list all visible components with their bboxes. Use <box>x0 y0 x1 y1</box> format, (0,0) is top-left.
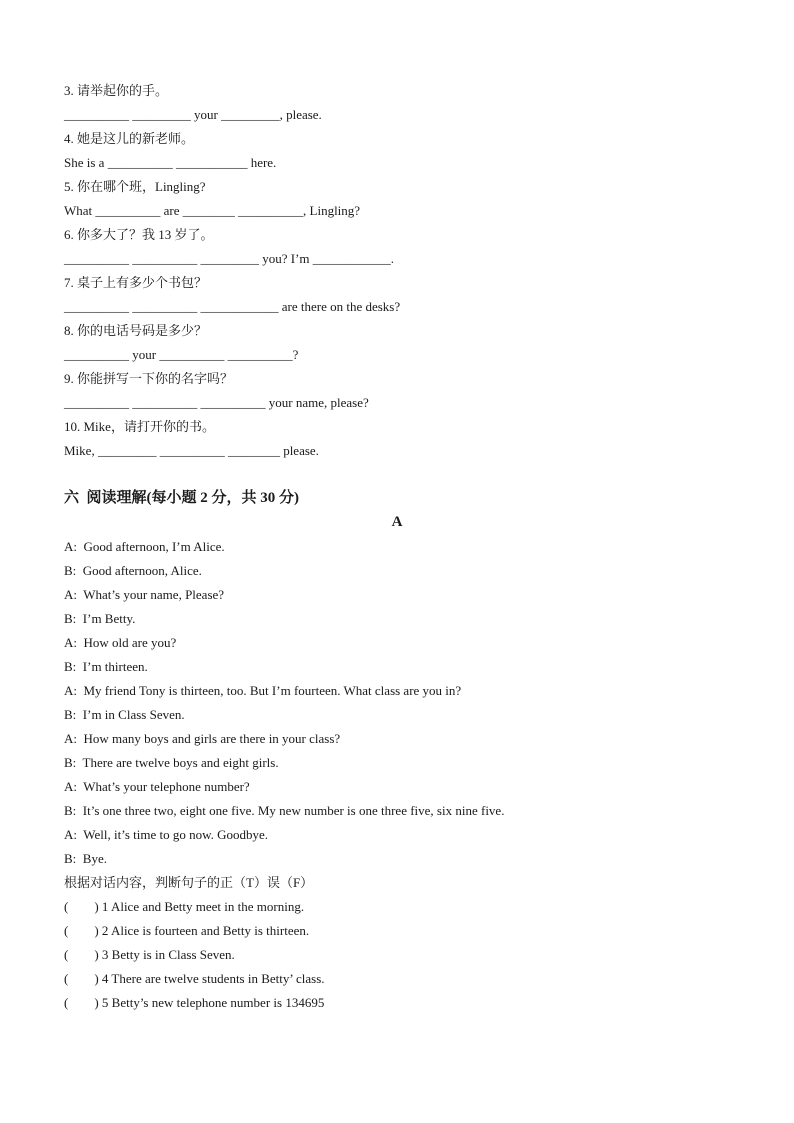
item-10-english-blanks: Mike, _________ __________ ________ please. <box>64 443 319 458</box>
item-9-chinese: 9. 你能拼写一下你的名字吗？ <box>64 371 234 386</box>
dialogue-line: A: How many boys and girls are there in your class? <box>64 731 341 746</box>
judgment-item-3: ( ) 3 Betty is in Class Seven. <box>64 947 235 962</box>
item-8-chinese: 8. 你的电话号码是多少？ <box>64 323 208 338</box>
dialogue-line: B: I’m thirteen. <box>64 659 148 674</box>
judgment-item-5: ( ) 5 Betty’s new telephone number is 134695 <box>64 995 325 1010</box>
item-4-english-blanks: She is a __________ ___________ here. <box>64 155 277 170</box>
item-3-english-blanks: __________ _________ your _________, please. <box>64 107 322 122</box>
item-8-english-blanks: __________ your __________ __________? <box>64 347 299 362</box>
item-9-english-blanks: __________ __________ __________ your name, please? <box>64 395 369 410</box>
passage-label: A <box>391 514 403 530</box>
judgment-item-4: ( ) 4 There are twelve students in Betty’ class. <box>64 971 325 986</box>
item-5-chinese: 5. 你在哪个班，Lingling? <box>64 179 206 194</box>
item-7-chinese: 7. 桌子上有多少个书包？ <box>64 275 208 290</box>
dialogue-line: B: It’s one three two, eight one five. My new number is one three five, six nine five. <box>64 803 505 818</box>
item-4-chinese: 4. 她是这儿的新老师。 <box>64 131 195 146</box>
dialogue-line: B: I’m in Class Seven. <box>64 707 185 722</box>
dialogue-line: B: Good afternoon, Alice. <box>64 563 202 578</box>
dialogue-line: A: What’s your name, Please? <box>64 587 225 602</box>
dialogue-line: A: How old are you? <box>64 635 177 650</box>
judgment-instruction: 根据对话内容，判断句子的正（T）误（F） <box>64 875 314 890</box>
dialogue-line: A: What’s your telephone number? <box>64 779 250 794</box>
item-10-chinese: 10. Mike，请打开你的书。 <box>64 419 215 434</box>
dialogue-line: A: Well, it’s time to go now. Goodbye. <box>64 827 269 842</box>
judgment-item-1: ( ) 1 Alice and Betty meet in the morning. <box>64 899 305 914</box>
judgment-item-2: ( ) 2 Alice is fourteen and Betty is thirteen. <box>64 923 310 938</box>
dialogue-line: A: Good afternoon, I’m Alice. <box>64 539 225 554</box>
item-6-english-blanks: __________ __________ _________ you? I’m ____________. <box>64 251 395 266</box>
item-3-chinese: 3. 请举起你的手。 <box>64 83 169 98</box>
dialogue-line: A: My friend Tony is thirteen, too. But I’m fourteen. What class are you in? <box>64 683 462 698</box>
dialogue-line: B: Bye. <box>64 851 107 866</box>
section-six-title: 六 阅读理解(每小题 2 分，共 30 分) <box>64 490 299 506</box>
dialogue-line: B: I’m Betty. <box>64 611 136 626</box>
dialogue-line: B: There are twelve boys and eight girls. <box>64 755 279 770</box>
item-7-english-blanks: __________ __________ ____________ are there on the desks? <box>64 299 401 314</box>
item-5-english-blanks: What __________ are ________ __________, Lingling? <box>64 203 361 218</box>
item-6-chinese: 6. 你多大了？我 13 岁了。 <box>64 227 214 242</box>
